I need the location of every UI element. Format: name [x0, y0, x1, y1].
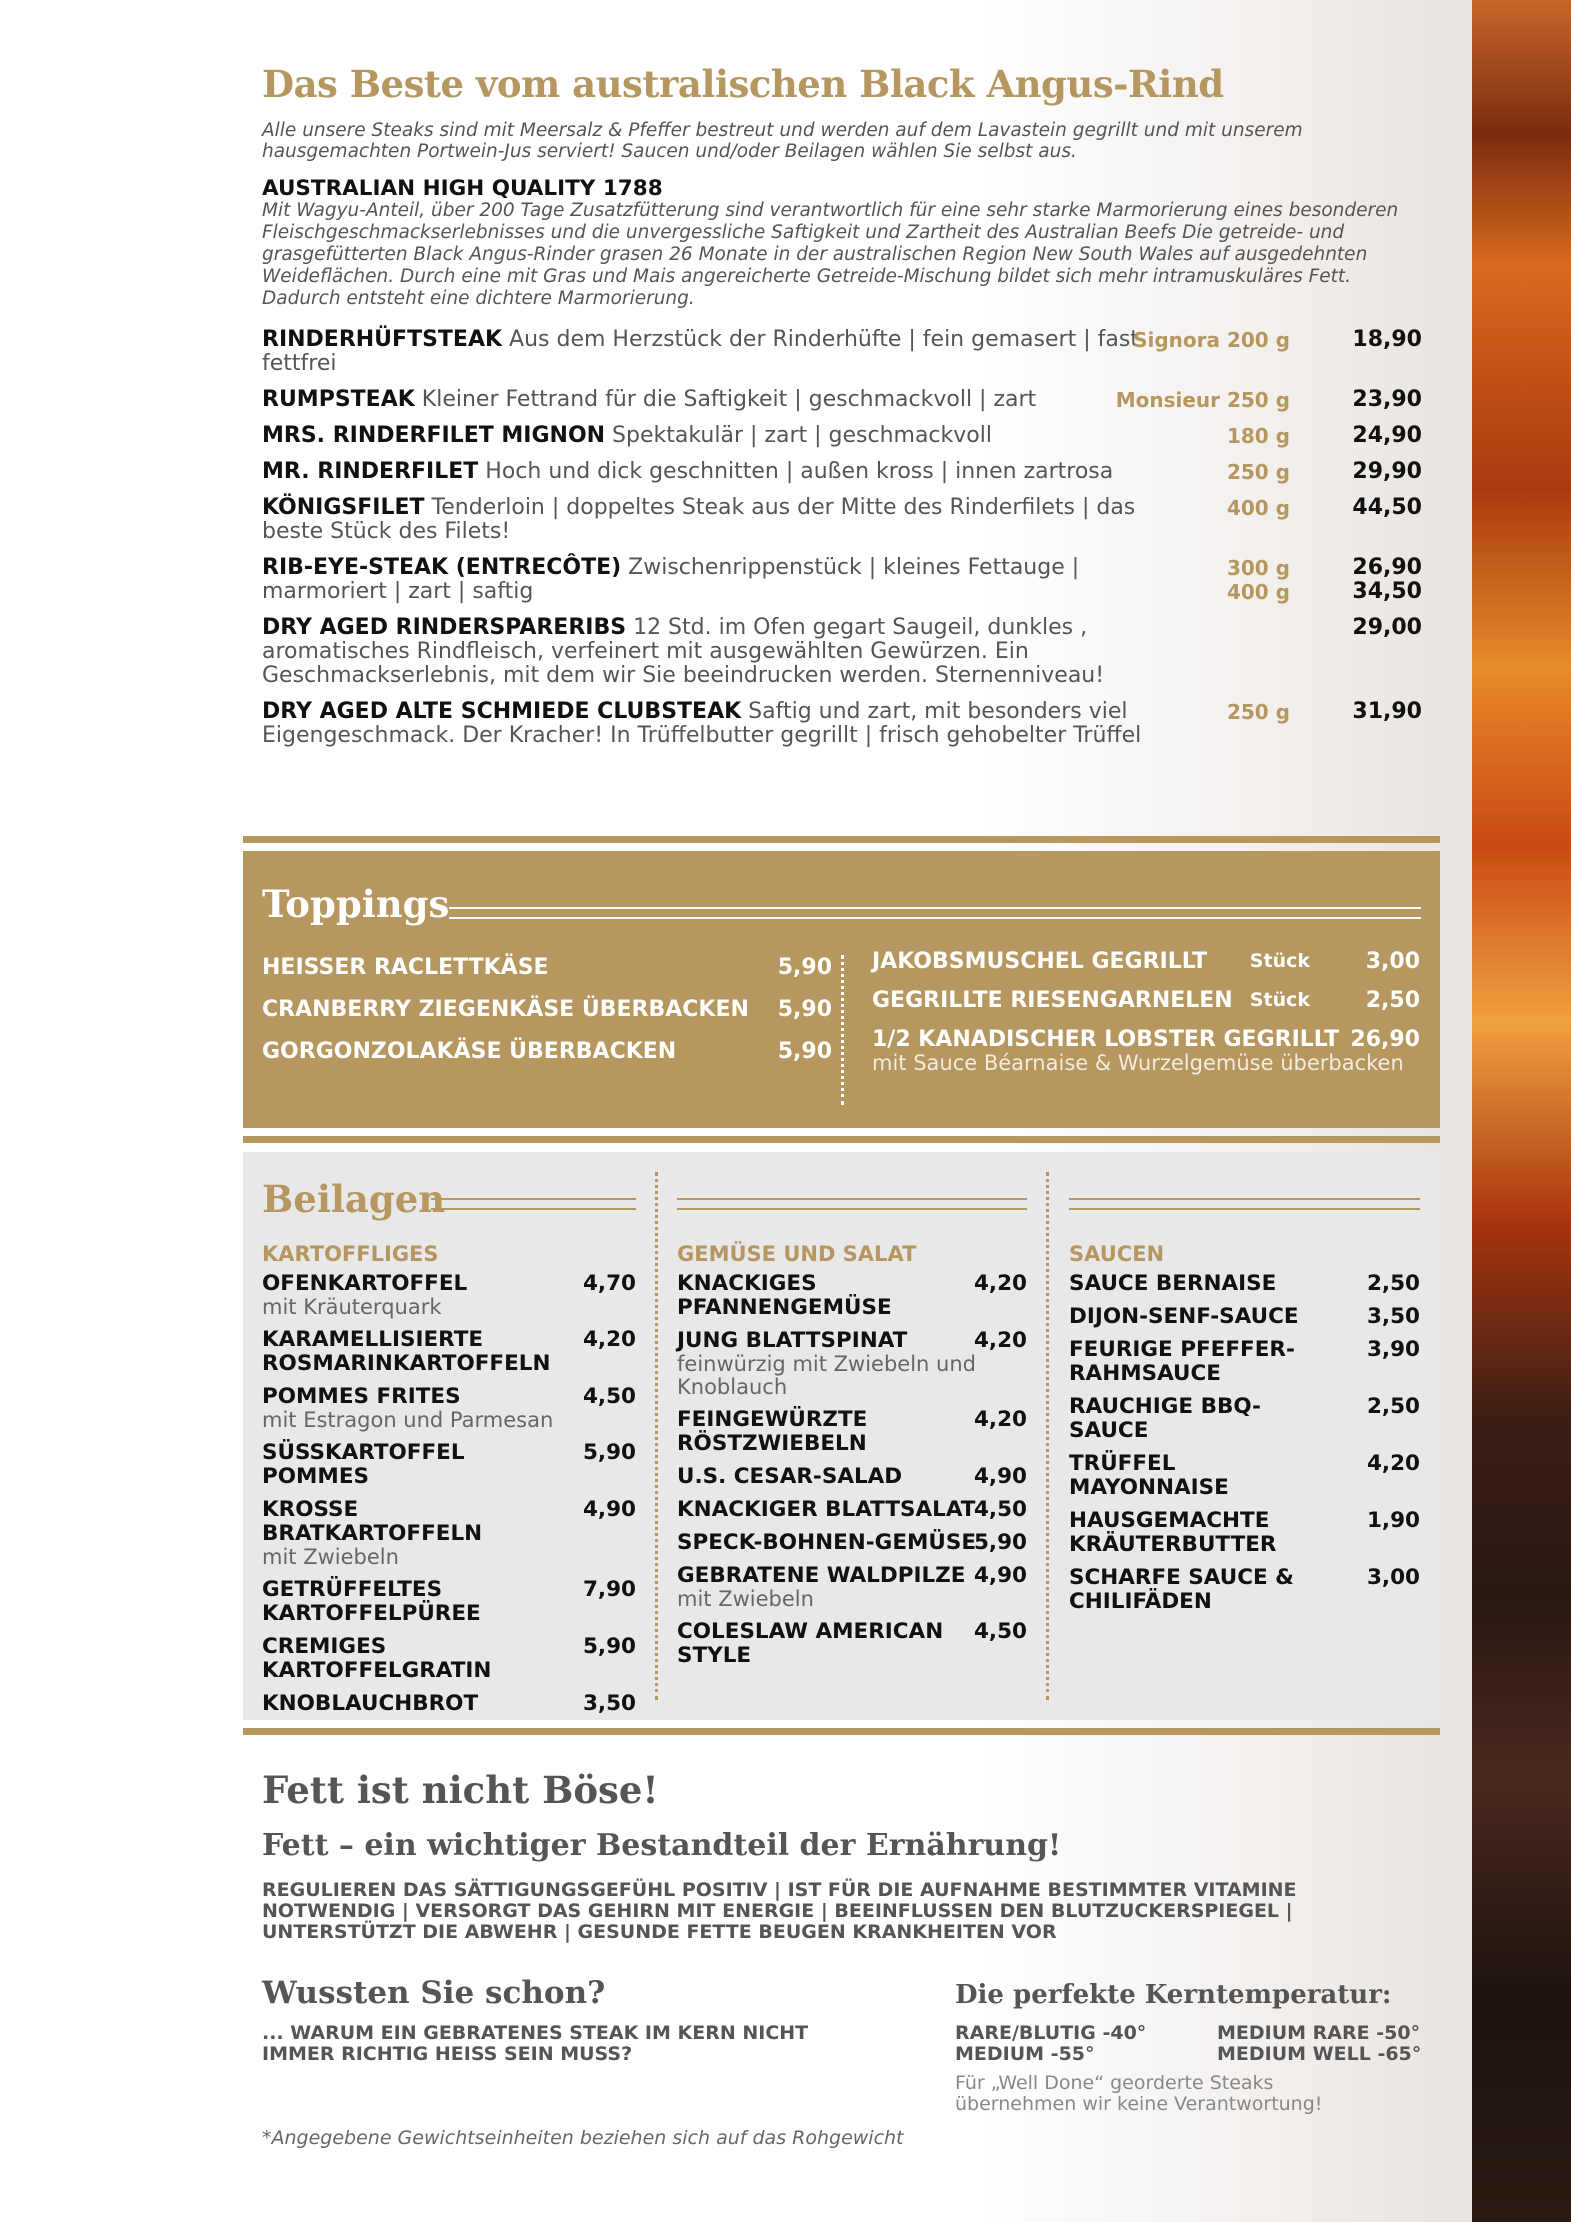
australian-description: Mit Wagyu-Anteil, über 200 Tage Zusatzfütterung sind verantwortlich für eine sehr starke Marmorierung eines besonderen Fleischgeschmackserlebnisses und die unvergessliche Saftigkeit und Zartheit des Australian Beefs Die getreide- und grasgefütterten Black Angus-Rinder grasen 26 Monate in der australischen Region New South Wales auf ausgedehnten Weideflächen. Durch eine mit Gras und Mais angereicherte Getreide-Mischung bildet sich mehr intramuskuläres Fett. Dadurch entsteht eine dichtere Marmorierung.	[262, 200, 1399, 309]
beilagen-item-description: mit Zwiebeln	[262, 1545, 399, 1569]
beilagen-item	[262, 1328, 636, 1376]
beilagen-item-price: 5,90	[582, 1440, 636, 1465]
steak-description	[262, 424, 1142, 448]
topping-name: 1/2 KANADISCHER LOBSTER GEGRILLT	[872, 1027, 1340, 1052]
beilagen-item	[677, 1620, 1027, 1668]
beilagen-item-name: OFENKARTOFFEL	[262, 1271, 468, 1296]
topping-item	[262, 1039, 832, 1081]
steak-item	[262, 424, 1422, 448]
beilagen-item	[677, 1272, 1027, 1320]
steak-price: 29,00	[1352, 615, 1422, 640]
beilagen-item-name: CREMIGES KARTOFFELGRATIN	[262, 1634, 492, 1683]
title-double-line	[431, 1198, 636, 1210]
steak-price: 29,90	[1352, 459, 1422, 484]
beilagen-item-name: GETRÜFFELTES KARTOFFELPÜREE	[262, 1577, 481, 1626]
steak-price: 18,90	[1352, 327, 1422, 352]
wussten-title: Wussten Sie schon?	[262, 1975, 606, 2011]
beilagen-item-name: POMMES FRITES	[262, 1384, 461, 1409]
topping-item	[872, 1027, 1420, 1075]
steak-weight: 180 g	[1226, 424, 1290, 448]
toppings-dotted-separator	[841, 955, 844, 1105]
weight-footnote: *Angegebene Gewichtseinheiten beziehen sich auf das Rohgewicht	[262, 2127, 904, 2149]
beilagen-item-name: FEURIGE PFEFFER-RAHMSAUCE	[1069, 1337, 1295, 1386]
beilagen-item-name: DIJON-SENF-SAUCE	[1069, 1304, 1299, 1329]
topping-price: 26,90	[1350, 1027, 1420, 1052]
beilagen-item-name: SPECK-BOHNEN-GEMÜSE	[677, 1530, 977, 1555]
topping-price: 2,50	[1365, 988, 1420, 1013]
beilagen-item-price: 3,00	[1366, 1565, 1420, 1590]
beilagen-item	[1069, 1272, 1420, 1296]
steak-description	[262, 328, 1142, 376]
beilagen-item	[677, 1465, 1027, 1489]
topping-name: GEGRILLTE RIESENGARNELEN	[872, 988, 1233, 1013]
steak-weight: 250 g	[1226, 700, 1290, 724]
beilagen-item-description: mit Kräuterquark	[262, 1295, 442, 1319]
beilagen-item-name: U.S. CESAR-SALAD	[677, 1464, 903, 1489]
gold-divider	[243, 836, 1440, 843]
kern-medium: MEDIUM -55°	[955, 2043, 1095, 2065]
toppings-panel	[243, 851, 1440, 1128]
beilagen-item-price: 1,90	[1366, 1508, 1420, 1533]
beilagen-item-name: KNACKIGES PFANNENGEMÜSE	[677, 1271, 892, 1320]
topping-price: 5,90	[777, 997, 832, 1022]
steak-name: KÖNIGSFILET	[262, 495, 425, 520]
steak-price: 26,90 34,50	[1352, 555, 1422, 604]
topping-item	[262, 997, 832, 1039]
fett-text: REGULIEREN DAS SÄTTIGUNGSGEFÜHL POSITIV | IST FÜR DIE AUFNAHME BESTIMMTER VITAMINE NOTWENDIG | VERSORGT DAS GEHIRN MIT ENERGIE | BEEINFLUSSEN DEN BLUTZUCKERSPIEGEL | UNTERSTÜTZT DIE ABWEHR | GESUNDE FETTE BEUGEN KRANKHEITEN VOR	[262, 1879, 1297, 1943]
column-double-line	[677, 1198, 1027, 1210]
steak-item	[262, 460, 1422, 484]
topping-name: CRANBERRY ZIEGENKÄSE ÜBERBACKEN	[262, 997, 749, 1022]
beilagen-item-name: SÜSSKARTOFFEL POMMES	[262, 1440, 465, 1489]
beilagen-item-price: 4,20	[973, 1407, 1027, 1432]
beilagen-title: Beilagen	[262, 1177, 446, 1221]
steak-description	[262, 460, 1142, 484]
beilagen-item-price: 5,90	[582, 1634, 636, 1659]
steak-detail: Spektakulär | zart | geschmackvoll	[605, 423, 992, 448]
steaks-intro: Alle unsere Steaks sind mit Meersalz & Pfeffer bestreut und werden auf dem Lavastein gegrillt und mit unserem hausgemachten Portwein-Jus serviert! Saucen und/oder Beilagen wählen Sie selbst aus.	[262, 120, 1303, 162]
steak-description	[262, 496, 1142, 544]
steak-item	[262, 328, 1422, 376]
beilagen-item-name: SCHARFE SAUCE & CHILIFÄDEN	[1069, 1565, 1294, 1614]
steak-description	[262, 388, 1142, 412]
steak-item	[262, 388, 1422, 412]
beilagen-category: GEMÜSE UND SALAT	[677, 1242, 917, 1266]
steak-item	[262, 616, 1422, 688]
steak-detail: Zwischenrippenstück | kleines Fettauge | marmoriert | zart | saftig	[262, 555, 1080, 604]
steak-name: DRY AGED ALTE SCHMIEDE CLUBSTEAK	[262, 699, 742, 724]
topping-price: 3,00	[1365, 949, 1420, 974]
steak-price: 24,90	[1352, 423, 1422, 448]
beilagen-item-name: JUNG BLATTSPINAT	[677, 1328, 908, 1353]
topping-price: 5,90	[777, 955, 832, 980]
toppings-left-list	[262, 955, 832, 1081]
steak-detail: 12 Std. im Ofen gegart Saugeil, dunkles , aromatisches Rindfleisch, verfeinert mit ausgewählten Gewürzen. Ein Geschmackserlebnis, mit dem wir Sie beeindrucken werden. Sternenniveau!	[262, 615, 1105, 688]
beilagen-item	[1069, 1566, 1420, 1614]
beilagen-item	[677, 1408, 1027, 1456]
beilagen-item-price: 4,90	[973, 1464, 1027, 1489]
topping-unit: Stück	[1249, 989, 1310, 1011]
australian-title: AUSTRALIAN HIGH QUALITY 1788	[262, 176, 663, 201]
gold-divider	[243, 1728, 1440, 1735]
beilagen-item	[262, 1578, 636, 1626]
beilagen-item-description: mit Estragon und Parmesan	[262, 1408, 554, 1432]
beilagen-item	[262, 1498, 636, 1569]
steak-weight: Monsieur 250 g	[1115, 388, 1290, 412]
topping-item	[872, 988, 1420, 1013]
steak-name: RUMPSTEAK	[262, 387, 415, 412]
beilagen-item-price: 3,50	[582, 1691, 636, 1716]
beilagen-item-price: 4,20	[973, 1271, 1027, 1296]
beilagen-column-kartoffliges	[262, 1242, 636, 1725]
beilagen-panel	[243, 1152, 1440, 1720]
steak-description	[262, 556, 1142, 604]
beilagen-item-name: SAUCE BERNAISE	[1069, 1271, 1277, 1296]
beilagen-item-price: 3,90	[1366, 1337, 1420, 1362]
kern-medium-well: MEDIUM WELL -65°	[1217, 2043, 1422, 2065]
kern-medium-rare: MEDIUM RARE -50°	[1217, 2022, 1421, 2044]
beilagen-item	[262, 1692, 636, 1716]
beilagen-item	[677, 1498, 1027, 1522]
topping-item	[872, 949, 1420, 974]
beilagen-item-price: 2,50	[1366, 1394, 1420, 1419]
beilagen-item-name: HAUSGEMACHTE KRÄUTERBUTTER	[1069, 1508, 1277, 1557]
steak-name: MR. RINDERFILET	[262, 459, 479, 484]
steak-detail: Saftig und zart, mit besonders viel Eigengeschmack. Der Kracher! In Trüffelbutter gegrillt | frisch gehobelter Trüffel	[262, 699, 1142, 748]
beilagen-category: KARTOFFLIGES	[262, 1242, 439, 1266]
beilagen-item	[677, 1531, 1027, 1555]
beilagen-item	[262, 1635, 636, 1683]
beilagen-item-name: GEBRATENE WALDPILZE	[677, 1563, 966, 1588]
topping-price: 5,90	[777, 1039, 832, 1064]
steak-name: MRS. RINDERFILET MIGNON	[262, 423, 606, 448]
steak-price: 31,90	[1352, 699, 1422, 724]
steak-detail: Aus dem Herzstück der Rinderhüfte | fein gemasert | fast fettfrei	[262, 327, 1139, 376]
beilagen-item	[677, 1564, 1027, 1611]
beilagen-item-price: 4,90	[973, 1563, 1027, 1588]
column-double-line	[1069, 1198, 1420, 1210]
beilagen-item-name: COLESLAW AMERICAN STYLE	[677, 1619, 944, 1668]
beilagen-column-saucen	[1069, 1242, 1420, 1623]
beilagen-item-name: KARAMELLISIERTE ROSMARINKARTOFFELN	[262, 1327, 551, 1376]
toppings-title: Toppings	[262, 882, 450, 926]
steak-detail: Tenderloin | doppeltes Steak aus der Mitte des Rinderfilets | das beste Stück des Filets!	[262, 495, 1136, 544]
beilagen-item-price: 4,90	[582, 1497, 636, 1522]
beilagen-item	[1069, 1509, 1420, 1557]
beilagen-item-price: 4,20	[973, 1328, 1027, 1353]
beilagen-item-price: 4,20	[582, 1327, 636, 1352]
beilagen-item	[262, 1441, 636, 1489]
beilagen-item-name: KROSSE BRATKARTOFFELN	[262, 1497, 483, 1546]
beilagen-item	[1069, 1338, 1420, 1386]
beilagen-category: SAUCEN	[1069, 1242, 1165, 1266]
steak-item	[262, 700, 1422, 748]
beilagen-item	[677, 1329, 1027, 1399]
beilagen-item-price: 4,50	[973, 1619, 1027, 1644]
gold-divider	[243, 1136, 1440, 1143]
steak-weight: 300 g 400 g	[1226, 556, 1290, 604]
steak-detail: Hoch und dick geschnitten | außen kross | innen zartrosa	[478, 459, 1114, 484]
beilagen-item-name: FEINGEWÜRZTE RÖSTZWIEBELN	[677, 1407, 868, 1456]
steak-item	[262, 496, 1422, 544]
beilagen-column-gemuese	[677, 1242, 1027, 1677]
kerntemperatur-note: Für „Well Done“ georderte Steaks übernehmen wir keine Verantwortung!	[955, 2072, 1323, 2115]
topping-description: mit Sauce Béarnaise & Wurzelgemüse überbacken	[872, 1051, 1404, 1075]
steak-description	[262, 700, 1142, 748]
beilagen-item-name: KNOBLAUCHBROT	[262, 1691, 479, 1716]
topping-item	[262, 955, 832, 997]
beilagen-item-price: 4,50	[582, 1384, 636, 1409]
steak-weight: Signora 200 g	[1133, 328, 1290, 352]
beilagen-item-description: feinwürzig mit Zwiebeln und Knoblauch	[677, 1352, 976, 1399]
beilagen-item	[1069, 1452, 1420, 1500]
title-double-line	[449, 907, 1421, 919]
column-dotted-separator	[655, 1172, 658, 1700]
beilagen-item-price: 4,70	[582, 1271, 636, 1296]
steak-name: RINDERHÜFTSTEAK	[262, 327, 503, 352]
steak-name: RIB-EYE-STEAK (ENTRECÔTE)	[262, 555, 622, 580]
topping-name: JAKOBSMUSCHEL GEGRILLT	[872, 949, 1208, 974]
fett-title: Fett ist nicht Böse!	[262, 1768, 659, 1812]
beilagen-item-price: 2,50	[1366, 1271, 1420, 1296]
topping-name: HEISSER RACLETTKÄSE	[262, 955, 549, 980]
topping-unit: Stück	[1249, 950, 1310, 972]
beilagen-item-name: KNACKIGER BLATTSALAT	[677, 1497, 976, 1522]
steak-detail: Kleiner Fettrand für die Saftigkeit | geschmackvoll | zart	[414, 387, 1037, 412]
beilagen-item	[262, 1272, 636, 1319]
beilagen-item	[1069, 1305, 1420, 1329]
steak-weight: 400 g	[1226, 496, 1290, 520]
steak-price: 44,50	[1352, 495, 1422, 520]
toppings-right-list	[872, 949, 1420, 1089]
wussten-text: ... WARUM EIN GEBRATENES STEAK IM KERN NICHT IMMER RICHTIG HEISS SEIN MUSS?	[262, 2022, 809, 2065]
kerntemperatur-title: Die perfekte Kerntemperatur:	[955, 1980, 1392, 2010]
kern-rare: RARE/BLUTIG -40°	[955, 2022, 1147, 2044]
beilagen-item-price: 5,90	[973, 1530, 1027, 1555]
beilagen-item-price: 7,90	[582, 1577, 636, 1602]
beilagen-item-price: 4,50	[973, 1497, 1027, 1522]
beilagen-item	[1069, 1395, 1420, 1443]
beilagen-item-name: RAUCHIGE BBQ-SAUCE	[1069, 1394, 1261, 1443]
section-title-steaks: Das Beste vom australischen Black Angus-Rind	[262, 62, 1224, 106]
steak-weight: 250 g	[1226, 460, 1290, 484]
beilagen-item	[262, 1385, 636, 1432]
beilagen-item-description: mit Zwiebeln	[677, 1587, 814, 1611]
beilagen-item-price: 3,50	[1366, 1304, 1420, 1329]
steak-description	[262, 616, 1142, 688]
topping-name: GORGONZOLAKÄSE ÜBERBACKEN	[262, 1039, 677, 1064]
beilagen-item-name: TRÜFFEL MAYONNAISE	[1069, 1451, 1229, 1500]
steak-list	[262, 328, 1422, 760]
steak-name: DRY AGED RINDERSPARERIBS	[262, 615, 627, 640]
steak-price: 23,90	[1352, 387, 1422, 412]
column-dotted-separator	[1046, 1172, 1049, 1700]
beilagen-item-price: 4,20	[1366, 1451, 1420, 1476]
steak-item	[262, 556, 1422, 604]
fett-subtitle: Fett – ein wichtiger Bestandteil der Ernährung!	[262, 1828, 1062, 1863]
